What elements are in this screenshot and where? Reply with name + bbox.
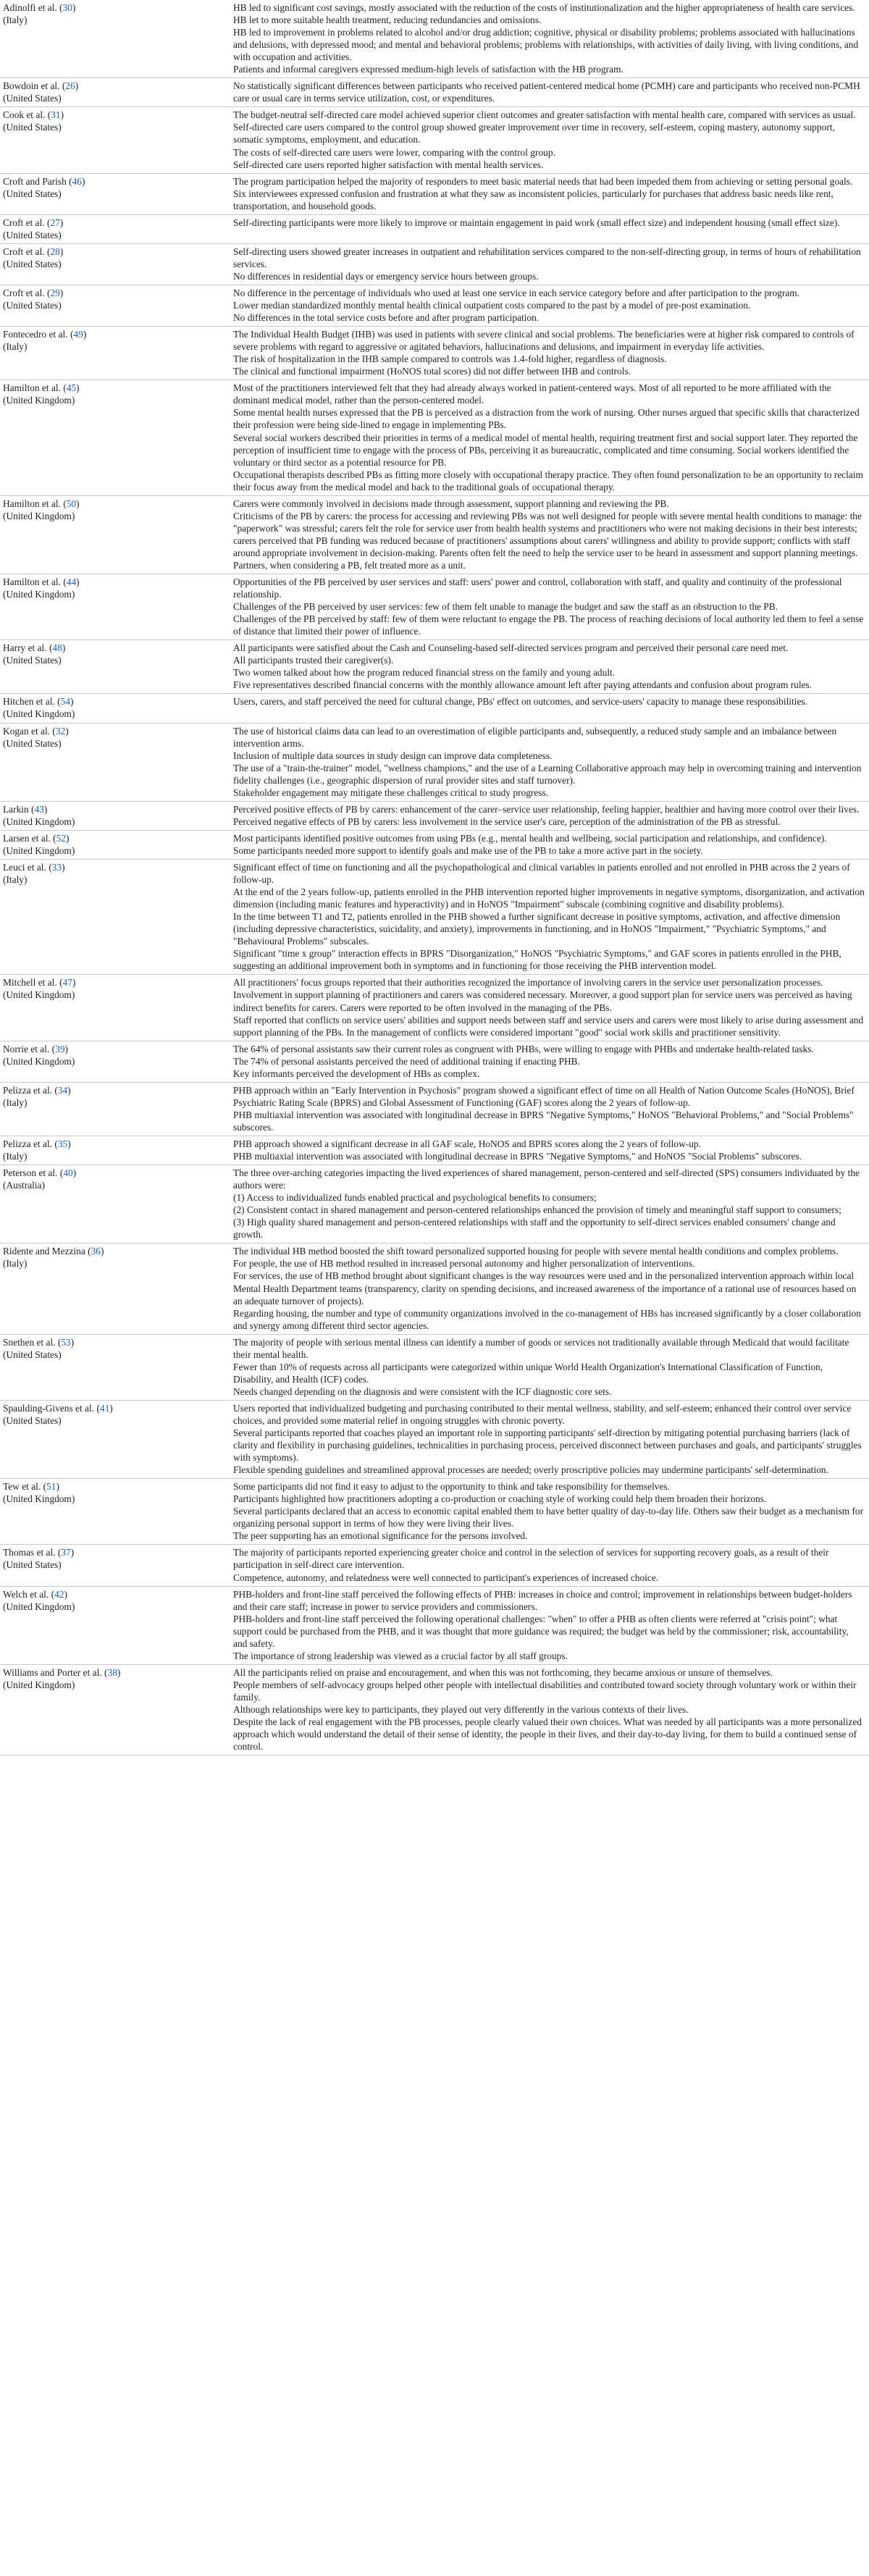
study-author-line: Croft and Parish (46) [3, 175, 85, 187]
finding-text: Needs changed depending on the diagnosis and were consistent with the ICF diagnostic core sets. [233, 1385, 612, 1397]
finding-text: Lower median standardized monthly mental health clinical outpatient costs compared to the past by a model of pre-post examination. [233, 300, 751, 311]
finding-text: Several participants declared that an access to economic capital enabled them to have better quality of day-to-day life. Others saw their budget as a mechanism for organizing personal support in terms of how they were living their lives. [233, 1506, 864, 1530]
study-citation-cell [0, 1041, 232, 1082]
finding-text: (2) Consistent contact in shared management and person-centered relationships enhanced the provision of timely and meaningful staff support to consumers; [233, 1204, 841, 1216]
study-author: Williams and Porter et al. [3, 1666, 102, 1678]
study-author-line: Tew et al. (51) [3, 1481, 59, 1493]
study-author: Thomas et al. [3, 1547, 56, 1558]
finding-text: No difference in the percentage of individuals who used at least one service in each service category before and after participation to the program. [233, 287, 800, 298]
study-findings-cell [232, 723, 869, 801]
finding-text: Six interviewees expressed confusion and frustration at what they saw as inconsistent policies, particularly for purchases that address basic needs like rent, transportation, and household goods. [233, 188, 834, 211]
study-citation-cell [0, 107, 232, 173]
finding-text: Users, carers, and staff perceived the need for cultural change, PBs' effect on outcomes, and service-users' capacity to manage these responsibilities. [233, 696, 807, 708]
reference-link[interactable]: 41 [99, 1402, 110, 1414]
study-citation-cell [0, 1165, 232, 1243]
finding-text: PHB-holders and front-line staff perceived the following operational challenges: "when" to offer a PHB as often clients were referred at "crisis point"; what support could be purchased from the PHB, and it was thought that more guidance was required; the budget was held by the commissioner; risk, accountability, and safety. [233, 1613, 849, 1649]
finding-text: Five representatives described financial concerns with the monthly allowance amount left after paying attendants and confusion about program rules. [233, 679, 813, 691]
study-country: (United States) [3, 655, 62, 666]
study-author: Snethen et al. [3, 1336, 56, 1348]
study-findings-cell [232, 694, 869, 723]
study-author: Hamilton et al. [3, 382, 61, 394]
table-row [0, 860, 869, 975]
finding-text: Participants highlighted how practitioners adopting a co-production or coaching style of working could help them broaden their horizons. [233, 1493, 767, 1505]
study-author-line: Williams and Porter et al. (38) [3, 1666, 121, 1678]
study-author-line: Thomas et al. (37) [3, 1547, 75, 1558]
finding-text: Some participants did not find it easy to adjust to the opportunity to think and take responsibility for themselves. [233, 1481, 670, 1493]
table-row [0, 1400, 869, 1478]
reference-link[interactable]: 40 [63, 1167, 73, 1179]
study-findings-cell [232, 830, 869, 859]
finding-text: The 74% of personal assistants perceived the need of additional training if enacting PHB. [233, 1055, 580, 1067]
table-row [0, 1334, 869, 1400]
study-author-line: Pelizza et al. (34) [3, 1084, 71, 1096]
finding-text: The program participation helped the majority of responders to meet basic material needs that had been impeded them from achieving or setting personal goals. [233, 175, 853, 187]
study-findings-cell [232, 1664, 869, 1755]
study-author: Pelizza et al. [3, 1084, 53, 1096]
table-row [0, 694, 869, 723]
finding-text: Despite the lack of real engagement with the PB processes, people clearly valued their own choices. What was needed by all participants was a more personalized approach which would understand the detail of their sense of identity, the people in their lives, and their day-to-day living, for them to build a continued sense of control. [233, 1716, 862, 1753]
study-country: (United States) [3, 258, 62, 269]
study-findings-cell [232, 243, 869, 285]
reference-link[interactable]: 47 [62, 977, 72, 989]
study-author: Peterson et al. [3, 1167, 58, 1179]
reference-link[interactable]: 44 [66, 576, 77, 588]
study-citation-cell [0, 1664, 232, 1755]
study-author-line: Larsen et al. (52) [3, 832, 70, 844]
table-row [0, 285, 869, 326]
study-citation-cell [0, 1082, 232, 1136]
study-author: Norrie et al. [3, 1043, 50, 1054]
table-row [0, 327, 869, 380]
study-findings-cell [232, 1243, 869, 1334]
study-citation-cell [0, 0, 232, 78]
finding-text: All participants were satisfied about the Cash and Counseling-based self-directed services program and perceived their personal care need met. [233, 642, 789, 654]
finding-text: Self-directed care users reported higher satisfaction with mental health services. [233, 159, 544, 170]
study-citation-cell [0, 1136, 232, 1165]
table-row [0, 0, 869, 78]
study-citation-cell [0, 327, 232, 380]
study-author-line: Bowdoin et al. (26) [3, 80, 79, 92]
finding-text: Stakeholder engagement may mitigate these challenges critical to study progress. [233, 786, 549, 798]
study-citation-cell [0, 173, 232, 214]
study-author: Welch et al. [3, 1588, 49, 1600]
table-row [0, 975, 869, 1041]
finding-text: The majority of people with serious mental illness can identify a number of goods or services not traditionally available through Medicaid that would facilitate their mental health. [233, 1336, 849, 1360]
finding-text: People members of self-advocacy groups helped other people with intellectual disabilities and contributed toward society through voluntary work or within their family. [233, 1679, 857, 1703]
finding-text: (3) High quality shared management and person-centered relationships with staff and the opportunity to self-direct services enabled consumers' change and growth. [233, 1217, 836, 1241]
finding-text: The Individual Health Budget (IHB) was used in patients with severe clinical and social problems. The beneficiaries were at higher risk compared to controls of severe problems with regard to aggressive or agitated behaviors, hallucinations and delusions, and impairment in everyday life activities. [233, 329, 855, 353]
study-findings-cell [232, 78, 869, 107]
reference-link[interactable]: 34 [57, 1084, 68, 1096]
study-author-line: Kogan et al. (32) [3, 725, 69, 737]
study-findings-cell [232, 640, 869, 694]
table-row [0, 173, 869, 214]
study-citation-cell [0, 801, 232, 830]
study-findings-cell [232, 495, 869, 574]
finding-text: All participants trusted their caregiver(s). [233, 655, 394, 666]
reference-link[interactable]: 35 [57, 1138, 68, 1149]
study-author: Pelizza et al. [3, 1138, 53, 1149]
table-row [0, 640, 869, 694]
study-country: (Italy) [3, 1258, 28, 1270]
study-citation-cell [0, 860, 232, 975]
study-author-line: Hitchen et al. (54) [3, 696, 74, 708]
study-country: (United States) [3, 1559, 62, 1571]
finding-text: Some participants needed more support to identify goals and make use of the PB to take a more active part in the society. [233, 844, 703, 856]
finding-text: (1) Access to individualized funds enabled practical and psychological benefits to consumers; [233, 1192, 597, 1204]
finding-text: Most participants identified positive outcomes from using PBs (e.g., mental health and wellbeing, social participation and relationships, and confidence). [233, 832, 827, 844]
reference-link[interactable]: 37 [61, 1547, 71, 1558]
finding-text: PHB approach showed a significant decrease in all GAF scale, HoNOS and BPRS scores along the 2 years of follow-up. [233, 1138, 701, 1149]
study-country: (United Kingdom) [3, 510, 75, 521]
finding-text: Fewer than 10% of requests across all participants were categorized within unique World Health Organization's International Classification of Function, Disability, and Health (ICF) codes. [233, 1361, 823, 1385]
finding-text: No differences in residential days or emergency service hours between groups. [233, 270, 539, 282]
study-findings-cell [232, 107, 869, 173]
table-row [0, 495, 869, 574]
finding-text: Opportunities of the PB perceived by user services and staff: users' power and control, collaboration with staff, and quality and continuity of the professional relationship. [233, 576, 842, 600]
study-citation-cell [0, 640, 232, 694]
study-findings-cell [232, 380, 869, 495]
study-findings-cell [232, 1479, 869, 1545]
study-citation-cell [0, 285, 232, 326]
finding-text: All practitioners' focus groups reported that their authorities recognized the importance of involving carers in the service user personalization processes. Involvement in support planning of practitioners and carers was considered necessary. Moreover, a good support plan for service users was perceived as having indirect benefits for carers. Carers were reported to be often involved in the managing of the PBs. [233, 977, 852, 1013]
reference-link[interactable]: 42 [54, 1588, 64, 1600]
study-country: (United States) [3, 229, 62, 240]
study-author: Croft et al. [3, 287, 45, 298]
finding-text: Perceived negative effects of PB by carers: less involvement in the service user's care, perception of the administration of the PB as stressful. [233, 815, 781, 827]
study-country: (Italy) [3, 14, 28, 26]
study-citation-cell [0, 694, 232, 723]
finding-text: PHB multiaxial intervention was associated with longitudinal decrease in BPRS "Negative Symptoms," HoNOS "Behavioral Problems," and "Social Problems" subscores. [233, 1109, 854, 1133]
finding-text: Key informants perceived the development of HBs as complex. [233, 1067, 480, 1079]
study-findings-cell [232, 801, 869, 830]
study-author: Mitchell et al. [3, 977, 57, 989]
study-author: Adinolfi et al. [3, 2, 57, 13]
study-author: Croft and Parish [3, 175, 67, 187]
study-citation-cell [0, 243, 232, 285]
finding-text: Most of the practitioners interviewed felt that they had already always worked in patient-centered ways. Most of all reported to be more affiliated with the dominant medical model, rather than the person-centered model. [233, 382, 831, 406]
study-author-line: Larkin (43) [3, 803, 48, 815]
table-row [0, 1041, 869, 1082]
study-author-line: Peterson et al. (40) [3, 1167, 77, 1179]
study-citation-cell [0, 1479, 232, 1545]
finding-text: In the time between T1 and T2, patients enrolled in the PHB showed a further significant decrease in positive symptoms, activation, and affective dimension (including depressive characteristics, suicidality, and anxiety), improvements in functioning, and in HoNOS "Impairment," "Psychiatric Symptoms," and "Behavioural Problems" subscales. [233, 911, 841, 947]
study-country: (United States) [3, 737, 62, 749]
reference-link[interactable]: 50 [66, 498, 77, 509]
study-country: (United Kingdom) [3, 589, 75, 600]
study-citation-cell [0, 495, 232, 574]
study-author-line: Snethen et al. (53) [3, 1336, 75, 1348]
study-findings-cell [232, 1041, 869, 1082]
study-author: Harry et al. [3, 642, 47, 654]
study-author-line: Croft et al. (28) [3, 246, 64, 257]
table-row [0, 1545, 869, 1586]
finding-text: The use of historical claims data can lead to an overestimation of eligible participants and, subsequently, a reduced study sample and an imbalance between intervention arms. [233, 725, 837, 749]
finding-text: Some mental health nurses expressed that the PB is perceived as a distraction from the work of nursing. Other nurses argued that specific skills that characterized their profession were being side-lined to engage in implementing PBs. [233, 407, 860, 431]
study-author-line: Fontecedro et al. (49) [3, 329, 87, 340]
finding-text: Perceived positive effects of PB by carers: enhancement of the carer–service user relationship, feeling happier, healthier and having more control over their lives. [233, 803, 860, 815]
study-citation-cell [0, 723, 232, 801]
table-row [0, 1082, 869, 1136]
study-findings-cell [232, 327, 869, 380]
reference-link[interactable]: 53 [61, 1336, 71, 1348]
study-author: Tew et al. [3, 1481, 41, 1493]
finding-text: The peer supporting has an emotional significance for the persons involved. [233, 1530, 528, 1542]
finding-text: The use of a "train-the-trainer" model, "wellness champions," and the use of a Learning Collaborative approach may help in overcoming training and intervention fidelity challenges (i.e., geographic dispersion of rural provider sites and staff turnover). [233, 762, 862, 786]
study-author-line: Hamilton et al. (44) [3, 576, 80, 588]
study-citation-cell [0, 214, 232, 243]
reference-link[interactable]: 51 [46, 1481, 56, 1493]
study-author-line: Welch et al. (42) [3, 1588, 67, 1600]
study-country: (United Kingdom) [3, 844, 75, 856]
finding-text: Several social workers described their priorities in terms of a medical model of mental health, requiring treatment first and social support later. They reported the perception of insufficient time to engage with the process of PBs, perceiving it as bureaucratic, complicated and time consuming. Social workers identified the voluntary or third sector as a potential resource for PB. [233, 432, 858, 468]
reference-link[interactable]: 46 [72, 175, 82, 187]
finding-text: HB led to significant cost savings, mostly associated with the reduction of the costs of institutionalization and the higher appropriateness of health care services. HB let to more suitable health treatment, reducing redundancies and omissions. [233, 2, 855, 26]
study-citation-cell [0, 1400, 232, 1478]
reference-link[interactable]: 33 [51, 862, 62, 873]
finding-text: Competence, autonomy, and relatedness were well connected to participant's experiences of increased choice. [233, 1572, 659, 1583]
reference-link[interactable]: 28 [50, 246, 60, 257]
table-row [0, 380, 869, 495]
table-row [0, 1479, 869, 1545]
finding-text: The three over-arching categories impacting the lived experiences of shared management, person-centered and self-directed (SPS) consumers individuated by the authors were: [233, 1167, 860, 1191]
reference-link[interactable]: 49 [73, 329, 83, 340]
finding-text: The budget-neutral self-directed care model achieved superior client outcomes and greater satisfaction with mental health care, compared with services as usual. Self-directed care users compared to the control group showed greater improvement over time in recovery, self-esteem, coping mastery, autonomy support, somatic symptoms, employment, and education. [233, 109, 856, 146]
finding-text: Users reported that individualized budgeting and purchasing contributed to their mental wellness, stability, and self-esteem; enhanced their control over service choices, and provided some material relief in ongoing struggles with chronic poverty. [233, 1402, 852, 1426]
reference-link[interactable]: 43 [34, 803, 44, 815]
finding-text: Significant "time x group" interaction effects in BPRS "Disorganization," HoNOS "Psychiatric Symptoms," and GAF scores in patients enrolled in the PHB, suggesting an additional improvement both in symptoms and in functioning for those receiving the PHB intervention model. [233, 948, 841, 972]
study-findings-cell [232, 975, 869, 1041]
finding-text: Although relationships were key to participants, they played out very differently in the various contexts of their lives. [233, 1704, 689, 1715]
study-country: (United Kingdom) [3, 1493, 75, 1505]
reference-link[interactable]: 30 [62, 2, 72, 13]
study-author: Larsen et al. [3, 832, 51, 844]
finding-text: The majority of participants reported experiencing greater choice and control in the selection of services for supporting recovery goals, as a result of their participation in self-direct care intervention. [233, 1547, 829, 1571]
table-row [0, 1664, 869, 1755]
study-author-line: Ridente and Mezzina (36) [3, 1246, 104, 1257]
reference-link[interactable]: 32 [55, 725, 66, 737]
reference-link[interactable]: 26 [65, 80, 75, 92]
reference-link[interactable]: 27 [50, 217, 60, 228]
study-author: Leuci et al. [3, 862, 46, 873]
study-findings-cell [232, 1586, 869, 1664]
study-country: (Italy) [3, 1096, 28, 1108]
finding-text: No differences in the total service costs before and after program participation. [233, 312, 540, 324]
study-country: (Australia) [3, 1180, 46, 1191]
study-author-line: Hamilton et al. (50) [3, 498, 80, 509]
table-row [0, 574, 869, 640]
study-citation-cell [0, 1334, 232, 1400]
study-citation-cell [0, 78, 232, 107]
study-citation-cell [0, 830, 232, 859]
finding-text: PHB-holders and front-line staff perceived the following effects of PHB: increases in choice and control; improvement in relationships between budget-holders and their care staff; increase in power to service providers and commissioners. [233, 1588, 852, 1612]
finding-text: HB led to improvement in problems related to alcohol and/or drug addiction; cognitive, physical or disability problems; problems associated with hallucinations and delusions, with depressed mood; and mental and behavioral problems; problems with relationships, with activities of daily living, with living conditions, and with occupation and activities. [233, 27, 859, 63]
finding-text: Flexible spending guidelines and streamlined approval processes are needed; overly proscriptive policies may undermine participants' self-determination. [233, 1464, 828, 1476]
study-author-line: Spaulding-Givens et al. (41) [3, 1402, 113, 1414]
study-citation-cell [0, 1545, 232, 1586]
finding-text: Two women talked about how the program reduced financial stress on the family and young adult. [233, 667, 616, 679]
study-citation-cell [0, 380, 232, 495]
study-country: (Italy) [3, 341, 28, 353]
study-author-line: Adinolfi et al. (30) [3, 2, 76, 13]
study-citation-cell [0, 1243, 232, 1334]
finding-text: Challenges of the PB perceived by staff: few of them were reluctant to engage the PB. The process of reaching decisions of local authority led them to feel a sense of distance that limited their power of influence. [233, 613, 864, 637]
study-author: Hamilton et al. [3, 576, 61, 588]
table-row [0, 801, 869, 830]
table-row [0, 243, 869, 285]
study-citation-cell [0, 975, 232, 1041]
study-findings-cell [232, 1082, 869, 1136]
finding-text: The risk of hospitalization in the IHB sample compared to controls was 1.4-fold higher, regardless of diagnosis. [233, 353, 667, 365]
finding-text: Significant effect of time on functioning and all the psychopathological and clinical variables in patients enrolled and not enrolled in PHB across the 2 years of follow-up. [233, 862, 850, 886]
study-author-line: Croft et al. (29) [3, 287, 64, 298]
finding-text: All the participants relied on praise and encouragement, and when this was not forthcoming, they became anxious or unsure of themselves. [233, 1666, 773, 1678]
study-country: (United States) [3, 122, 62, 133]
study-author: Bowdoin et al. [3, 80, 60, 92]
study-author-line: Cook et al. (31) [3, 109, 64, 121]
table-row [0, 1136, 869, 1165]
study-author-line: Croft et al. (27) [3, 217, 64, 228]
study-findings-cell [232, 860, 869, 975]
table-row [0, 1586, 869, 1664]
finding-text: Criticisms of the PB by carers: the process for accessing and reviewing PBs was not well designed for people with severe mental health conditions to manage: the "paperwork" was stressful; carers felt the role for service user from health health systems and practitioners who were not making decisions in their best interests; carers perceived that PB funding was reduced because of practitioners' assumptions about carers' willingness and ability to provide support; conflicts with staff around appropriate involvement in decision-making. Parents often felt the need to help the service user to be heard in assessment and support planning meetings. Partners, when considering a PB, felt treated more as a unit. [233, 510, 862, 571]
finding-text: Self-directing users showed greater increases in outpatient and rehabilitation services compared to the non-self-directing group, in terms of hours of rehabilitation services. [233, 246, 861, 269]
reference-link[interactable]: 45 [66, 382, 77, 394]
finding-text: For people, the use of HB method resulted in increased personal autonomy and higher personalization of interventions. [233, 1258, 695, 1270]
table-row [0, 214, 869, 243]
finding-text: Regarding housing, the number and type of community organizations involved in the co-management of HBs has increased significantly by a closer collaboration and synergy among different third sector agencies. [233, 1307, 861, 1331]
study-country: (United States) [3, 1414, 62, 1426]
study-author: Ridente and Mezzina [3, 1246, 85, 1257]
finding-text: The importance of strong leadership was viewed as a crucial factor by all staff groups. [233, 1650, 568, 1661]
reference-link[interactable]: 39 [55, 1043, 65, 1054]
study-country: (United Kingdom) [3, 989, 75, 1001]
reference-link[interactable]: 54 [60, 696, 70, 708]
study-citation-cell [0, 574, 232, 640]
finding-text: The 64% of personal assistants saw their current roles as congruent with PHBs, were willing to engage with PHBs and undertake health-related tasks. [233, 1043, 814, 1054]
study-author: Croft et al. [3, 246, 45, 257]
study-author-line: Norrie et al. (39) [3, 1043, 68, 1054]
finding-text: Challenges of the PB perceived by user services: few of them felt unable to manage the budget and saw the staff as an obstruction to the PB. [233, 601, 778, 613]
study-findings-cell [232, 1165, 869, 1243]
study-country: (United Kingdom) [3, 1055, 75, 1067]
study-findings-cell [232, 0, 869, 78]
study-country: (United Kingdom) [3, 815, 75, 827]
study-author: Cook et al. [3, 109, 46, 121]
study-author-line: Harry et al. (48) [3, 642, 66, 654]
study-findings-cell [232, 285, 869, 326]
study-author-line: Hamilton et al. (45) [3, 382, 80, 394]
finding-text: Patients and informal caregivers expressed medium-high levels of satisfaction with the HB program. [233, 64, 624, 75]
study-findings-cell [232, 574, 869, 640]
reference-link[interactable]: 38 [107, 1666, 117, 1678]
study-author: Kogan et al. [3, 725, 51, 737]
study-country: (United States) [3, 188, 62, 199]
study-country: (United States) [3, 300, 62, 311]
study-country: (United Kingdom) [3, 1679, 75, 1690]
study-citation-cell [0, 1586, 232, 1664]
study-author: Croft et al. [3, 217, 45, 228]
finding-text: The costs of self-directed care users were lower, comparing with the control group. [233, 146, 555, 158]
finding-text: Self-directing participants were more likely to improve or maintain engagement in paid work (small effect size) and independent housing (small effect size). [233, 217, 840, 228]
study-findings-cell [232, 1136, 869, 1165]
study-author-line: Leuci et al. (33) [3, 862, 65, 873]
study-author: Fontecedro et al. [3, 329, 68, 340]
study-country: (United States) [3, 1348, 62, 1360]
finding-text: For services, the use of HB method brought about significant changes is the way resources were used and in the personalized intervention approach within local Mental Health Department teams (transparency, clarity on spending decisions, and increased awareness of the importance of a rational use of resources based on an adequate turnover of projects). [233, 1270, 857, 1306]
study-country: (United Kingdom) [3, 708, 75, 720]
table-row [0, 1243, 869, 1334]
study-country: (Italy) [3, 874, 28, 886]
finding-text: At the end of the 2 years follow-up, patients enrolled in the PHB intervention reported higher improvements in negative symptoms, disorganization, and activation dimension (including manic features and hyperactivity) and in HoNOS "Impairment" subscale (combining cognitive and disability problems). [233, 886, 865, 910]
table-row [0, 723, 869, 801]
finding-text: Occupational therapists described PBs as fitting more closely with occupational therapy practice. They often found personalization to be an opportunity to reclaim their focus away from the medical model and back to the traditional goals of occupational therapy. [233, 469, 863, 492]
reference-link[interactable]: 48 [52, 642, 62, 654]
table-row [0, 107, 869, 173]
finding-text: Several participants reported that coaches played an important role in supporting participants' self-direction by mitigating potential purchasing barriers (lack of clarity and flexibility in purchasing guidelines, technicalities in purchasing process, perceived disconnect between purchases and goals, and participants' struggles with symptoms). [233, 1427, 862, 1464]
finding-text: No statistically significant differences between participants who received patient-centered medical home (PCMH) care and participants who received non-PCMH care or usual care in terms service utilization, cost, or expenditures. [233, 80, 860, 104]
study-findings-cell [232, 1545, 869, 1586]
study-findings-cell [232, 1400, 869, 1478]
study-author: Spaulding-Givens et al. [3, 1402, 95, 1414]
study-author-line: Pelizza et al. (35) [3, 1138, 71, 1149]
study-country: (United Kingdom) [3, 1600, 75, 1612]
table-row [0, 830, 869, 859]
finding-text: Carers were commonly involved in decisions made through assessment, support planning and reviewing the PB. [233, 498, 669, 509]
table-row [0, 78, 869, 107]
reference-link[interactable]: 31 [51, 109, 61, 121]
study-author: Hitchen et al. [3, 696, 55, 708]
study-country: (United Kingdom) [3, 395, 75, 406]
study-findings-cell [232, 1334, 869, 1400]
study-author-line: Mitchell et al. (47) [3, 977, 76, 989]
finding-text: The clinical and functional impairment (HoNOS total scores) did not differ between IHB and controls. [233, 366, 631, 377]
finding-text: The individual HB method boosted the shift toward personalized supported housing for people with severe mental health conditions and complex problems. [233, 1246, 839, 1257]
reference-link[interactable]: 29 [50, 287, 60, 298]
finding-text: PHB multiaxial intervention was associated with longitudinal decrease in BPRS "Negative Symptoms," and HoNOS "Social Problems" subscores. [233, 1151, 802, 1162]
study-findings-cell [232, 173, 869, 214]
table-row [0, 1165, 869, 1243]
study-country: (Italy) [3, 1151, 28, 1162]
study-author: Hamilton et al. [3, 498, 61, 509]
study-findings-cell [232, 214, 869, 243]
study-country: (United States) [3, 93, 62, 104]
reference-link[interactable]: 36 [91, 1246, 101, 1257]
study-author: Larkin [3, 803, 29, 815]
finding-text: Staff reported that conflicts on service users' abilities and support needs between staff and service users and carers were most likely to arise during assessment and support planning of the PBs. In the management of conflicts were considered important "good" social work skills and practitioner sensitivity. [233, 1014, 864, 1038]
reference-link[interactable]: 52 [56, 832, 67, 844]
finding-text: Inclusion of multiple data sources in study design can improve data completeness. [233, 750, 553, 761]
finding-text: PHB approach within an "Early Intervention in Psychosis" program showed a significant effect of time on all Health of Nation Outcome Scales (HoNOS), Brief Psychiatric Rating Scale (BPRS) and Global Assessment of Functioning (GAF) scores along the 2 years of follow-up. [233, 1084, 855, 1108]
